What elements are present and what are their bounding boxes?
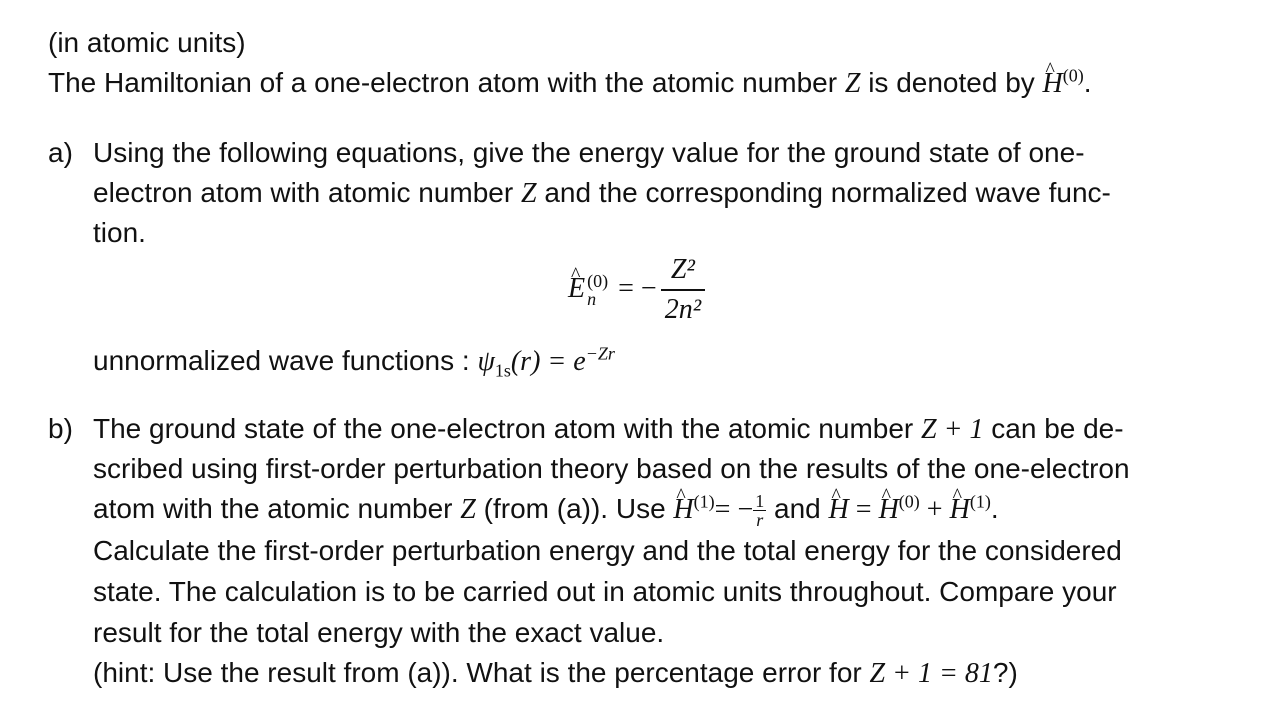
wave-function-line [93,344,615,379]
part-a-line1-text: Using the following equations, give the energy value for the ground state of one- [93,137,1085,168]
energy-indices [587,272,608,308]
sup-0: (0) [1062,65,1084,86]
hamiltonian-H1: ^ H [673,493,693,527]
wave-function-rest: (r) = e [510,346,586,377]
part-b-line7-text-a: (hint: Use the result from (a)). What is the percentage error for [93,657,870,688]
part-a-line2 [93,176,1111,211]
hamiltonian-H: ^ H [829,493,849,527]
part-b-line6 [93,616,664,650]
energy-fraction [661,253,705,327]
part-b-line3-text-b: (from (a)). Use [475,493,674,524]
part-a-line3-text: tion. [93,217,146,248]
part-b-line3-text-c: and [766,493,829,524]
part-a-line1 [93,136,1085,170]
period: . [1083,67,1092,98]
equals-minus: = − [714,494,754,525]
plus-sign: + [919,494,950,525]
part-b-line3-text-a: atom with the atomic number [93,493,461,524]
part-b-line4-text: Calculate the first-order perturbation energy and the total energy for the considered [93,535,1122,566]
symbol-Z: Z [460,494,476,525]
one-over-r [753,492,766,529]
part-b-line5 [93,575,1117,609]
part-b-line4 [93,534,1122,568]
part-b-line1-text-b: can be de- [983,413,1124,444]
part-b-line5-text: state. The calculation is to be carried out in atomic units throughout. Compare your [93,576,1117,607]
part-b-line1 [93,412,1124,447]
units-text: (in atomic units) [48,27,246,58]
fraction-denominator: 2n² [661,289,705,327]
psi-symbol: ψ [477,346,495,377]
hamiltonian-H0: ^ H [1043,67,1063,101]
hamiltonian-H0: ^ H [879,493,899,527]
part-a-line2-text-b: and the corresponding normalized wave func- [536,177,1111,208]
wave-function-label: unnormalized wave functions : [93,345,478,376]
symbol-Z-plus-1: Z + 1 [921,414,984,445]
psi-subscript: 1s [494,360,511,381]
part-a-label: a) [48,137,73,168]
period: . [990,493,999,524]
equals-sign: = [848,494,879,525]
part-b-line2 [93,452,1130,486]
sup-1: (1) [969,491,991,512]
energy-sub: n [587,288,597,309]
part-b-line7-text-b: ?) [992,657,1018,688]
symbol-Z: Z [520,178,537,209]
symbol-Z-plus-1-eq-81: Z + 1 = 81 [869,658,993,689]
equals-minus: = − [618,273,657,304]
units-note [48,26,246,60]
one-numerator: 1 [755,491,765,512]
part-b-line1-text-a: The ground state of the one-electron atom with the atomic number [93,413,922,444]
hamiltonian-H1: ^ H [950,493,970,527]
part-b-line3 [93,492,999,529]
energy-equation [568,250,705,326]
part-b-line7 [93,656,1018,691]
part-b-line6-text: result for the total energy with the exact value. [93,617,665,648]
intro-line [48,66,1092,101]
intro-text-b: is denoted by [860,67,1043,98]
wave-function-exponent: −Zr [585,343,615,364]
intro-text-a: The Hamiltonian of a one-electron atom with the atomic number [48,67,845,98]
symbol-Z: Z [844,68,861,99]
part-b-label: b) [48,413,73,444]
energy-sup: (0) [587,270,609,291]
sup-1: (1) [693,491,715,512]
sup-0: (0) [898,491,920,512]
part-a-line2-text-a: electron atom with atomic number [93,177,521,208]
part-b-line2-text: scribed using first-order perturbation theory based on the results of the one-electron [93,453,1130,484]
part-a-line3 [93,216,146,250]
energy-E-symbol: ^ E [568,251,585,327]
fraction-numerator: Z² [670,253,695,285]
r-denominator: r [753,510,766,529]
